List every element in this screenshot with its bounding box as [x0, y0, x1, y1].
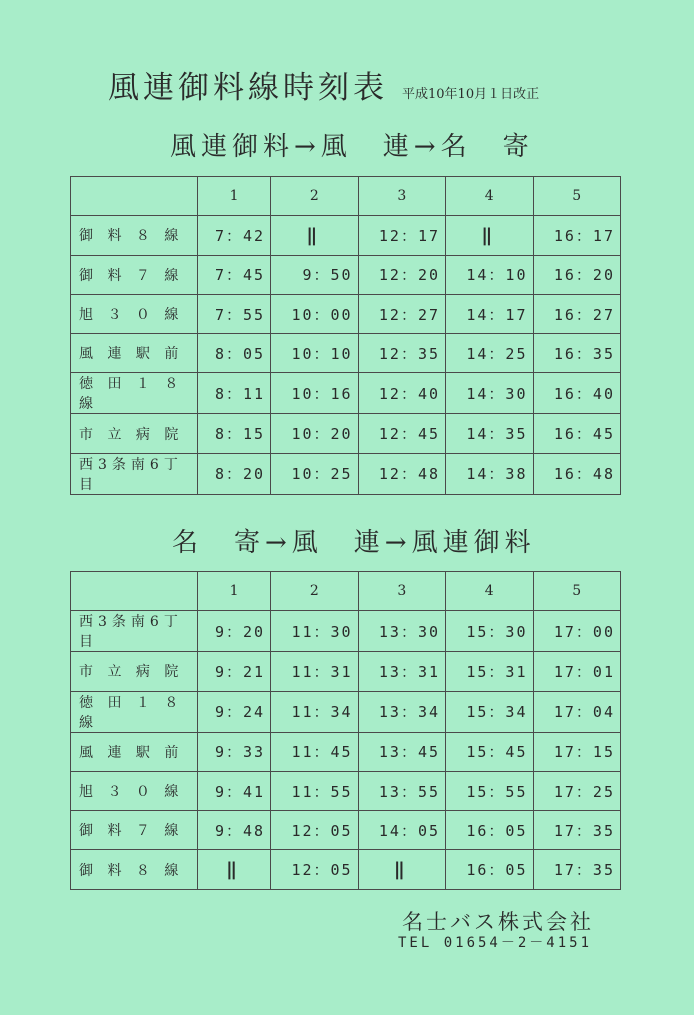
route1-departure-time: 14：17	[446, 294, 533, 333]
route2-departure-time: 12：05	[271, 850, 358, 889]
route2-trip-number: 3	[358, 572, 445, 611]
route2-departure-time: 15：45	[446, 732, 533, 771]
route2-departure-time: 17：00	[533, 611, 621, 652]
route1-timetable	[70, 176, 621, 495]
route1-row	[71, 255, 621, 294]
route2-departure-time: 13：31	[358, 652, 445, 691]
route1-departure-time: 12：45	[358, 414, 445, 453]
route2-departure-time: 13：30	[358, 611, 445, 652]
route2-departure-time: 17：01	[533, 652, 621, 691]
route2-departure-time: 9：20	[198, 611, 271, 652]
route1-row	[71, 453, 621, 494]
route1-header-row	[71, 177, 621, 216]
route2-stop-name: 旭 ３ ０ 線	[71, 771, 198, 810]
route1-departure-time: 10：00	[271, 294, 358, 333]
route1-stop-name: 旭 ３ ０ 線	[71, 294, 198, 333]
route1-departure-time: 14：35	[446, 414, 533, 453]
route1-departure-time: 16：17	[533, 216, 621, 255]
route1-stop-name: 風 連 駅 前	[71, 334, 198, 373]
route1-departure-time: 8：20	[198, 453, 271, 494]
route2-header-row	[71, 572, 621, 611]
route1-departure-time: 12：20	[358, 255, 445, 294]
route1-departure-time: 16：45	[533, 414, 621, 453]
route1-departure-time: 12：35	[358, 334, 445, 373]
route1-trip-number: 2	[271, 177, 358, 216]
route1-departure-time: 7：42	[198, 216, 271, 255]
route1-departure-time: 14：38	[446, 453, 533, 494]
route1-trip-number: 5	[533, 177, 621, 216]
route2-stop-name: 西3条南6丁目	[71, 611, 198, 652]
route1-departure-time: 16：35	[533, 334, 621, 373]
route1-row	[71, 414, 621, 453]
route1-stop-name: 西3条南6丁目	[71, 453, 198, 494]
route1-trip-number: 4	[446, 177, 533, 216]
route2-departure-time: 15：31	[446, 652, 533, 691]
route1-row	[71, 216, 621, 255]
route2-departure-time: 9：41	[198, 771, 271, 810]
route1-stop-name: 市 立 病 院	[71, 414, 198, 453]
route2-trip-number: 2	[271, 572, 358, 611]
route1-departure-time: 14：10	[446, 255, 533, 294]
route1-departure-time: 14：30	[446, 373, 533, 414]
route2-departure-time: 11：45	[271, 732, 358, 771]
revision-date: 平成10年10月１日改正	[402, 87, 540, 102]
route1-departure-time: 16：27	[533, 294, 621, 333]
route1-departure-time: 14：25	[446, 334, 533, 373]
route1-trip-number: 1	[198, 177, 271, 216]
route2-departure-time: 9：33	[198, 732, 271, 771]
route2-departure-time: 11：55	[271, 771, 358, 810]
route2-heading: 名 寄→風 連→風連御料	[172, 528, 536, 558]
route2-departure-time: 17：15	[533, 732, 621, 771]
route1-row	[71, 294, 621, 333]
route1-departure-time: 16：48	[533, 453, 621, 494]
route1-pass-mark: ‖	[446, 216, 533, 255]
route1-row	[71, 334, 621, 373]
route2-stop-name: 御 料 ８ 線	[71, 850, 198, 889]
route2-stop-name: 御 料 ７ 線	[71, 811, 198, 850]
route1-departure-time: 12：40	[358, 373, 445, 414]
route2-departure-time: 14：05	[358, 811, 445, 850]
page-title: 風連御料線時刻表	[108, 70, 388, 106]
route2-departure-time: 13：45	[358, 732, 445, 771]
route2-row	[71, 771, 621, 810]
route2-departure-time: 12：05	[271, 811, 358, 850]
route1-row	[71, 373, 621, 414]
company-name: 名士バス株式会社	[402, 910, 594, 934]
route2-departure-time: 17：25	[533, 771, 621, 810]
route2-header-corner	[71, 572, 198, 611]
route1-departure-time: 10：25	[271, 453, 358, 494]
route2-stop-name: 風 連 駅 前	[71, 732, 198, 771]
route1-stop-name: 徳 田 １ ８ 線	[71, 373, 198, 414]
route2-stop-name: 市 立 病 院	[71, 652, 198, 691]
route1-departure-time: 7：45	[198, 255, 271, 294]
route2-departure-time: 17：04	[533, 691, 621, 732]
title-row	[108, 62, 539, 107]
route2-pass-mark: ‖	[198, 850, 271, 889]
route2-departure-time: 9：48	[198, 811, 271, 850]
route2-trip-number: 4	[446, 572, 533, 611]
route2-departure-time: 9：21	[198, 652, 271, 691]
route2-departure-time: 13：55	[358, 771, 445, 810]
route1-pass-mark: ‖	[271, 216, 358, 255]
route2-departure-time: 15：34	[446, 691, 533, 732]
route1-stop-name: 御 料 ８ 線	[71, 216, 198, 255]
route1-departure-time: 10：16	[271, 373, 358, 414]
route1-departure-time: 16：20	[533, 255, 621, 294]
route2-departure-time: 11：30	[271, 611, 358, 652]
route2-row	[71, 611, 621, 652]
route2-trip-number: 5	[533, 572, 621, 611]
route2-departure-time: 11：31	[271, 652, 358, 691]
route2-stop-name: 徳 田 １ ８ 線	[71, 691, 198, 732]
route1-departure-time: 12：48	[358, 453, 445, 494]
route2-departure-time: 13：34	[358, 691, 445, 732]
route1-heading: 風連御料→風 連→名 寄	[170, 132, 534, 162]
route1-departure-time: 12：17	[358, 216, 445, 255]
route2-departure-time: 16：05	[446, 811, 533, 850]
route1-departure-time: 8：05	[198, 334, 271, 373]
route2-departure-time: 15：55	[446, 771, 533, 810]
route1-trip-number: 3	[358, 177, 445, 216]
route1-departure-time: 8：15	[198, 414, 271, 453]
route1-departure-time: 8：11	[198, 373, 271, 414]
route2-departure-time: 15：30	[446, 611, 533, 652]
route1-stop-name: 御 料 ７ 線	[71, 255, 198, 294]
route2-row	[71, 811, 621, 850]
route1-departure-time: 10：20	[271, 414, 358, 453]
route2-departure-time: 17：35	[533, 850, 621, 889]
route1-departure-time: 12：27	[358, 294, 445, 333]
route2-row	[71, 691, 621, 732]
route2-trip-number: 1	[198, 572, 271, 611]
route2-row	[71, 652, 621, 691]
route2-departure-time: 11：34	[271, 691, 358, 732]
company-tel: TEL 01654－2－4151	[398, 935, 593, 951]
route2-row	[71, 850, 621, 889]
route2-timetable	[70, 571, 621, 890]
route2-row	[71, 732, 621, 771]
route1-departure-time: 7：55	[198, 294, 271, 333]
route1-departure-time: 10：10	[271, 334, 358, 373]
route2-pass-mark: ‖	[358, 850, 445, 889]
route2-departure-time: 17：35	[533, 811, 621, 850]
route1-departure-time: 16：40	[533, 373, 621, 414]
route2-departure-time: 9：24	[198, 691, 271, 732]
route2-departure-time: 16：05	[446, 850, 533, 889]
route1-departure-time: 9：50	[271, 255, 358, 294]
route1-header-corner	[71, 177, 198, 216]
